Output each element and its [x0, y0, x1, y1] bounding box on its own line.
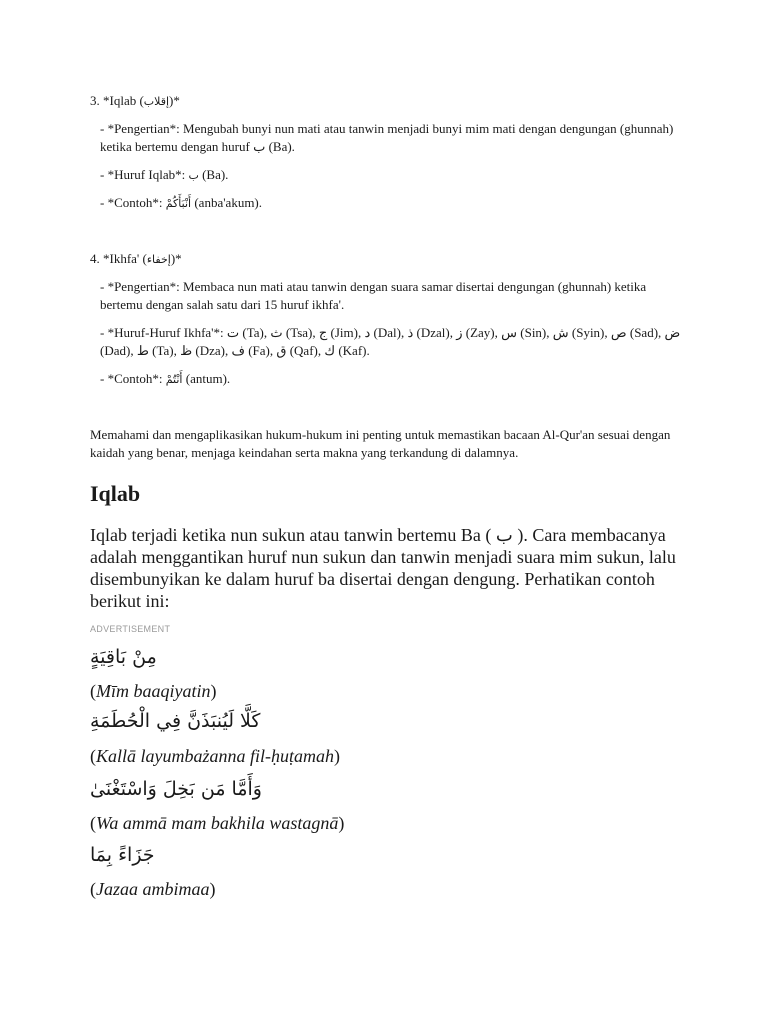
ikhfa-title-arabic: إخفاء	[146, 253, 171, 266]
example-transliteration: (Mīm baaqiyatin)	[90, 681, 217, 701]
iqlab-title-prefix: 3. *Iqlab (	[90, 93, 144, 108]
example-arabic: جَزَاءً بِمَا	[90, 844, 155, 866]
example-transliteration: (Kallā layumbażanna fil-ḥuṭamah)	[90, 746, 340, 766]
transliteration-text: Wa ammā mam bakhila wastagnā	[96, 813, 339, 833]
ikhfa-title-suffix: )*	[170, 251, 182, 266]
iqlab-contoh	[90, 194, 690, 213]
example-arabic: وَأَمَّا مَن بَخِلَ وَاسْتَغْنَىٰ	[90, 778, 262, 800]
iqlab-contoh-suffix: (anba'akum).	[191, 195, 263, 210]
closing-paragraph: Memahami dan mengaplikasikan hukum-hukum ini penting untuk memastikan bacaan Al-Qur'an sesuai dengan kaidah yang benar, menjaga keindahan serta makna yang terkandung di dalamnya.	[90, 427, 671, 460]
example-transliteration: (Wa ammā mam bakhila wastagnā)	[90, 813, 345, 833]
iqlab-huruf-suffix: (Ba).	[198, 167, 229, 182]
ikhfa-contoh	[90, 370, 690, 389]
ikhfa-title-prefix: 4. *Ikhfa' (	[90, 251, 147, 266]
example-arabic: مِنْ بَاقِيَةٍ	[90, 646, 157, 668]
ikhfa-contoh-arabic: أَنْتُمْ	[165, 373, 183, 386]
document-page	[90, 0, 690, 1024]
iqlab-contoh-arabic: أَنْبَأَكُمْ	[165, 197, 192, 210]
ikhfa-section-title	[90, 250, 182, 269]
iqlab-huruf	[90, 166, 690, 185]
ikhfa-contoh-suffix: (antum).	[182, 371, 231, 386]
iqlab-title-arabic: إقلاب	[143, 95, 170, 108]
advertisement-label: ADVERTISEMENT	[90, 624, 171, 634]
example-transliteration: (Jazaa ambimaa)	[90, 879, 216, 899]
transliteration-text: Kallā layumbażanna fil-ḥuṭamah	[96, 746, 334, 766]
iqlab-pengertian: - *Pengertian*: Mengubah bunyi nun mati atau tanwin menjadi bunyi mim mati dengan dengungan (ghunnah) ketika bertemu dengan huruf ب (Ba).	[100, 121, 674, 154]
iqlab-huruf-arabic: ب	[188, 169, 199, 182]
iqlab-title-suffix: )*	[169, 93, 180, 108]
example-arabic: كَلَّا لَيُنبَذَنَّ فِي الْحُطَمَةِ	[90, 710, 261, 732]
ikhfa-pengertian: - *Pengertian*: Membaca nun mati atau tanwin dengan suara samar disertai dengungan (ghunnah) ketika bertemu dengan salah satu dari 15 huruf ikhfa'.	[100, 279, 647, 312]
ikhfa-huruf: - *Huruf-Huruf Ikhfa'*: ت (Ta), ث (Tsa), ج (Jim), د (Dal), ذ (Dzal), ز (Zay), س (Sin), ش (Syin), ص (Sad), ض (Dad), ط (Ta), ظ (Dza), ف (Fa), ق (Qaf), ك (Kaf).	[100, 325, 681, 358]
iqlab-contoh-prefix: - *Contoh*:	[100, 195, 166, 210]
transliteration-text: Mīm baaqiyatin	[96, 681, 211, 701]
transliteration-text: Jazaa ambimaa	[96, 879, 210, 899]
ikhfa-contoh-prefix: - *Contoh*:	[100, 371, 166, 386]
iqlab-section-title	[90, 92, 180, 111]
iqlab-huruf-prefix: - *Huruf Iqlab*:	[100, 167, 189, 182]
article-lead-paragraph: Iqlab terjadi ketika nun sukun atau tanwin bertemu Ba ( ب ). Cara membacanya adalah menggantikan huruf nun sukun dan tanwin menjadi suara mim sukun, lalu disembunyikan ke dalam huruf ba disertai dengan dengung. Perhatikan contoh berikut ini:	[90, 525, 676, 611]
article-heading: Iqlab	[90, 481, 141, 506]
